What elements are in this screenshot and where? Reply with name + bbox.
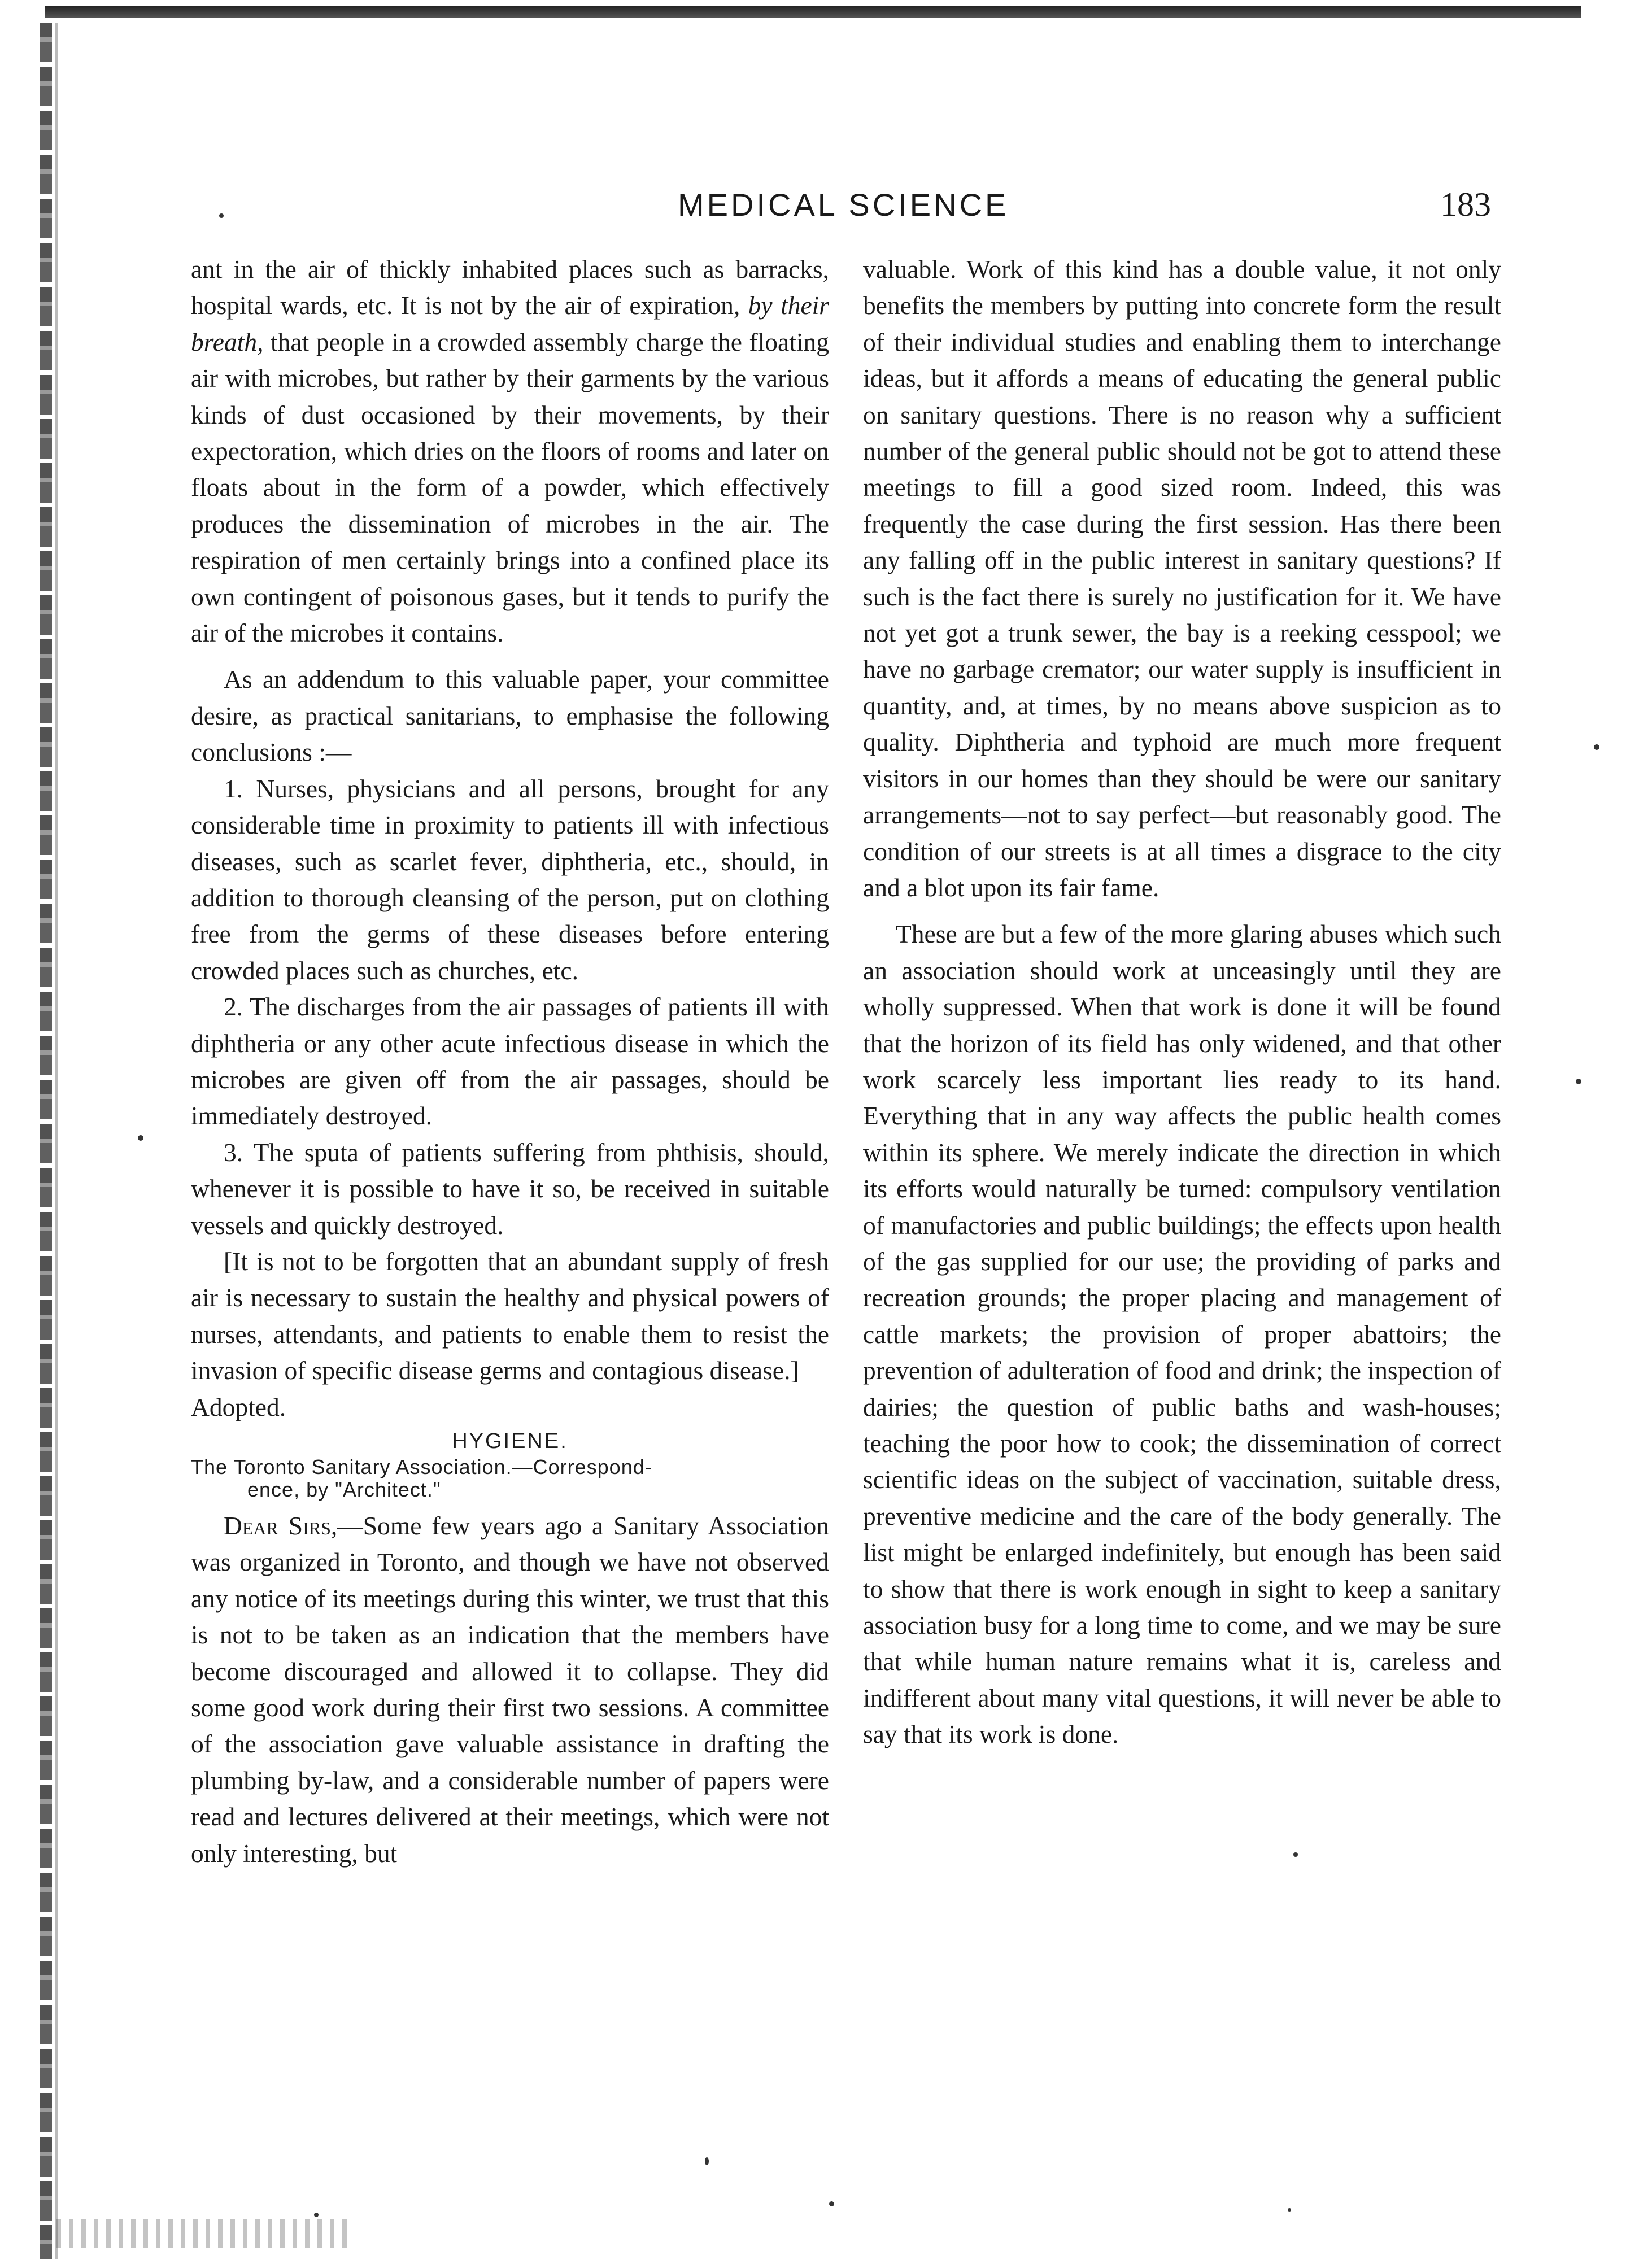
paragraph: valuable. Work of this kind has a double value, it not only benefits the members by putting into concrete form the result of their individual studies and enabling them to interchange ideas, but it affords a means of educating the general public on sanitary questions. There is no reason why a sufficient number of the general public should not be got to attend these meetings to fill a good sized room. Indeed, this was frequently the case during the first session. Has there been any falling off in the public interest in sanitary questions? If such is the fact there is surely no justification for it. We have not yet got a trunk sewer, the bay is a reeking cesspool; we have no garbage cremator; our water supply is insufficient in quantity, and, at times, by no means above suspicion as to quality. Diphtheria and typhoid are much more frequent visitors in our homes than they should be were our sanitary arrangements—not to say perfect—but reasonably good. The condition of our streets is at all times a disgrace to the city and a blot upon its fair fame. — [863, 255, 1501, 902]
adopted-line: Adopted. — [191, 1392, 286, 1421]
italic-phrase: by their breath, — [191, 291, 830, 356]
binding-edge — [40, 23, 52, 2259]
paragraph-text: ant in the air of thickly inhabited places such as barracks, hospital wards, etc. It is not by the air of expiration, — [191, 255, 829, 320]
scan-speck — [705, 2157, 709, 2165]
top-edge-rule — [45, 6, 1581, 18]
page-number: 183 — [1440, 186, 1491, 223]
letter-paragraph — [191, 1508, 829, 1872]
article-title — [191, 1456, 829, 1501]
paragraph: As an addendum to this valuable paper, your committee desire, as practical sanitarians, to emphasise the following conclusions :— — [191, 665, 829, 767]
scan-speck — [219, 213, 224, 218]
scan-speck — [138, 1135, 143, 1141]
paragraph — [191, 251, 829, 651]
paragraph-text: that people in a crowded assembly charge the floating air with microbes, but rather by their garments by the various kinds of dust occasioned by their movements, by their expectoration, which dries on the floors of rooms and later on floats about in the form of a powder, which effectively produces the dissemination of microbes in the air. The respiration of men certainly brings into a confined place its own contingent of poisonous gases, but it tends to purify the air of the microbes it contains. — [191, 327, 829, 648]
binding-edge-shadow — [55, 23, 58, 2259]
right-column — [863, 251, 1501, 1753]
paragraph-text: —Some few years ago a Sanitary Association was organized in Toronto, and though we have not observed any notice of its meetings during this winter, we trust that this is not to be taken as an indication that the members have become discouraged and allowed it to collapse. They did some good work during their first two sessions. A committee of the association gave valuable assistance in drafting the plumbing by-law, and a considerable number of papers were read and lectures delivered at their meetings, which were not only interesting, but — [191, 1511, 829, 1868]
paragraph: These are but a few of the more glaring abuses which such an association should work at unceasingly until they are wholly suppressed. When that work is done it will be found that the horizon of its field has only widened, and that other work scarcely less important lies ready to its hand. Everything that in any way affects the public health comes within its sphere. We merely indicate the direction in which its efforts would naturally be turned: compulsory ventilation of manufactories and public buildings; the effects upon health of the gas supplied for our use; the providing of parks and recreation grounds; the proper placing and management of cattle markets; the provision of proper abattoirs; the prevention of adulteration of food and drink; the inspection of dairies; the question of public baths and wash-houses; teaching the poor how to cook; the dissemination of correct scientific ideas on the subject of vaccination, suitable dress, preventive medicine and the care of the body generally. The list might be enlarged indefinitely, but enough has been said to show that there is work enough in sight to keep a sanitary association busy for a long time to come, and we may be sure that while human nature remains what it is, careless and indifferent about many vital questions, it will never be able to say that its work is done. — [863, 919, 1501, 1749]
article-title-line: ence, by "Architect." — [247, 1478, 441, 1501]
section-heading: HYGIENE. — [452, 1429, 568, 1453]
scan-speck — [829, 2201, 834, 2206]
numbered-paragraph: 1. Nurses, physicians and all persons, brought for any considerable time in proximity to patients ill with infectious diseases, such as scarlet fever, diphtheria, etc., should, in addition to thorough cleansing of the person, put on clothing free from the germs of these diseases before entering crowded places such as churches, etc. — [191, 774, 829, 985]
running-head: MEDICAL SCIENCE — [678, 187, 1009, 223]
scan-speck — [1576, 1079, 1581, 1084]
left-column — [191, 251, 829, 1872]
scan-speck — [1293, 1852, 1298, 1857]
scan-smudge — [56, 2219, 350, 2248]
scan-speck — [1594, 744, 1599, 750]
numbered-paragraph: 3. The sputa of patients suffering from phthisis, should, whenever it is possible to have it so, be received in suitable vessels and quickly destroyed. — [191, 1137, 829, 1240]
scan-speck — [1288, 2208, 1291, 2212]
article-title-line: The Toronto Sanitary Association.—Correspond- — [191, 1455, 652, 1478]
numbered-paragraph: 2. The discharges from the air passages of patients ill with diphtheria or any other acute infectious disease in which the microbes are given off from the air passages, should be immediately destroyed. — [191, 992, 829, 1131]
bracketed-note: [It is not to be forgotten that an abundant supply of fresh air is necessary to sustain the healthy and physical powers of nurses, attendants, and patients to enable them to resist the invasion of specific disease germs and contagious disease.] — [191, 1246, 829, 1385]
salutation: Dear Sirs, — [224, 1511, 338, 1540]
scan-speck — [314, 2213, 319, 2217]
